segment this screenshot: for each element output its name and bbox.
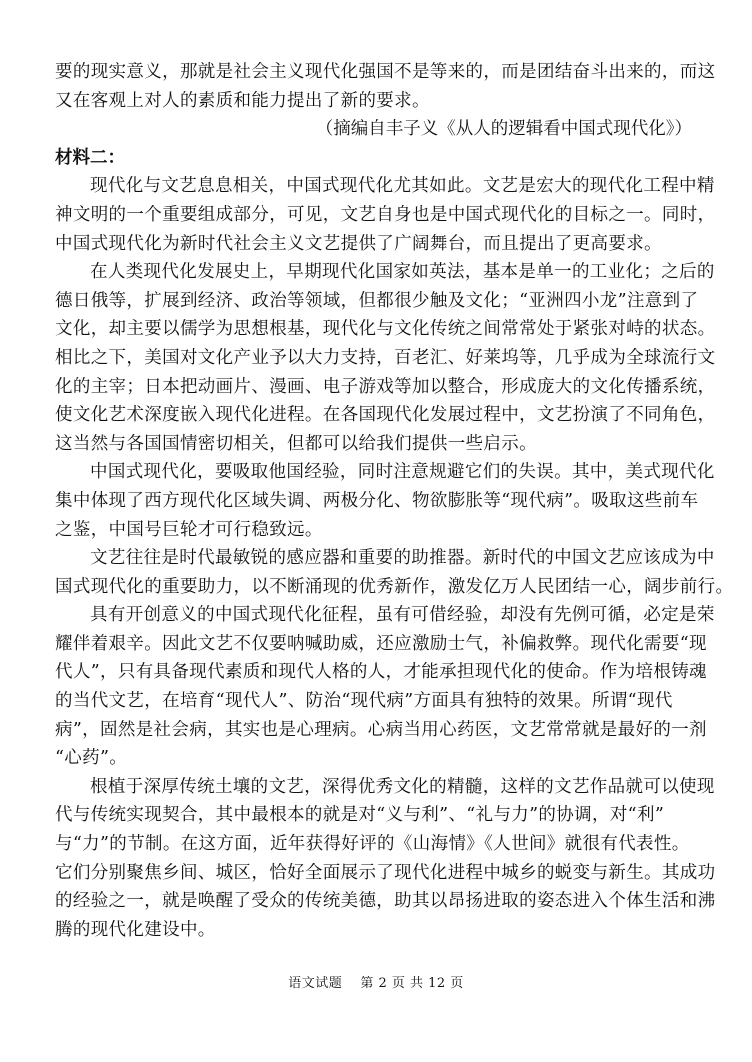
paragraph-line: 的经验之一，就是唤醒了受众的传统美德，助其以昂扬进取的姿态进入个体生活和沸 bbox=[55, 891, 716, 912]
paragraph bbox=[55, 458, 715, 544]
paragraph-line: 的当代文艺，在培育“现代人”、防治“现代病”方面具有独特的效果。所谓“现代 bbox=[55, 691, 673, 712]
paragraph-line: 病”，固然是社会病，其实也是心理病。心病当用心药医，文艺常常就是最好的一剂 bbox=[55, 719, 707, 740]
paragraph-line: 它们分别聚焦乡间、城区，恰好全面展示了现代化进程中城乡的蜕变与新生。其成功 bbox=[55, 862, 716, 883]
paragraph-line: 耀伴着艰辛。因此文艺不仅要呐喊助威，还应激励士气，补偏救弊。现代化需要“现 bbox=[55, 633, 707, 654]
paragraph-line: 相比之下，美国对文化产业予以大力支持，百老汇、好莱坞等，几乎成为全球流行文 bbox=[55, 347, 716, 368]
paragraph-line: 代人”，只有具备现代素质和现代人格的人，才能承担现代化的使命。作为培根铸魂 bbox=[55, 662, 707, 683]
paragraph-list bbox=[55, 172, 734, 944]
paragraph-line: 在人类现代化发展史上，早期现代化国家如英法，基本是单一的工业化；之后的 bbox=[90, 262, 715, 283]
paragraph-line: 这当然与各国国情密切相关，但都可以给我们提供一些启示。 bbox=[55, 433, 537, 454]
source-citation: （摘编自丰子义《从人的逻辑看中国式现代化》） bbox=[315, 119, 692, 140]
paragraph-line: 神文明的一个重要组成部分，可见，文艺自身也是中国式现代化的目标之一。同时， bbox=[55, 204, 716, 225]
paragraph-line: 中国式现代化，要吸取他国经验，同时注意规避它们的失误。其中，美式现代化 bbox=[90, 462, 715, 483]
paragraph-line: 国式现代化的重要助力，以不断涌现的优秀新作，激发亿万人民团结一心，阔步前行。 bbox=[55, 576, 734, 597]
paragraph-line: 代与传统实现契合，其中最根本的就是对“义与利”、“礼与力”的协调，对“利” bbox=[55, 805, 665, 826]
paragraph-line: 与“力”的节制。在这方面，近年获得好评的《山海情》《人世间》就很有代表性。 bbox=[55, 834, 690, 855]
paragraph bbox=[55, 258, 716, 458]
paragraph bbox=[55, 773, 716, 945]
paragraph bbox=[55, 172, 716, 258]
document-body bbox=[55, 58, 734, 944]
intro-line: 又在客观上对人的素质和能力提出了新的要求。 bbox=[55, 90, 430, 111]
paragraph-line: 文艺往往是时代最敏锐的感应器和重要的助推器。新时代的中国文艺应该成为中 bbox=[90, 548, 715, 569]
paragraph-line: 现代化与文艺息息相关，中国式现代化尤其如此。文艺是宏大的现代化工程中精 bbox=[90, 176, 715, 197]
paragraph bbox=[55, 544, 734, 601]
paragraph-line: 之鉴，中国号巨轮才可行稳致远。 bbox=[55, 519, 323, 540]
paragraph-line: “心药”。 bbox=[55, 748, 128, 769]
paragraph-line: 腾的现代化建设中。 bbox=[55, 919, 216, 940]
paragraph-line: 使文化艺术深度嵌入现代化进程。在各国现代化发展过程中，文艺扮演了不同角色， bbox=[55, 405, 716, 426]
paragraph-line: 德日俄等，扩展到经济、政治等领域，但都很少触及文化；“亚洲四小龙”注意到了 bbox=[55, 290, 699, 311]
paragraph-line: 文化，却主要以儒学为思想根基，现代化与文化传统之间常常处于紧张对峙的状态。 bbox=[55, 319, 716, 340]
section-heading: 材料二： bbox=[55, 147, 125, 168]
paragraph-line: 化的主宰；日本把动画片、漫画、电子游戏等加以整合，形成庞大的文化传播系统， bbox=[55, 376, 716, 397]
page-footer: 语文试题 第 2 页 共 12 页 bbox=[288, 976, 464, 991]
intro-line: 要的现实意义，那就是社会主义现代化强国不是等来的，而是团结奋斗出来的，而这 bbox=[55, 62, 716, 82]
paragraph-line: 中国式现代化为新时代社会主义文艺提供了广阔舞台，而且提出了更高要求。 bbox=[55, 233, 662, 254]
paragraph-line: 集中体现了西方现代化区域失调、两极分化、物欲膨胀等“现代病”。吸取这些前车 bbox=[55, 490, 699, 511]
paragraph bbox=[55, 601, 715, 773]
paragraph-line: 根植于深厚传统土壤的文艺，深得优秀文化的精髓，这样的文艺作品就可以使现 bbox=[90, 776, 715, 797]
paragraph-line: 具有开创意义的中国式现代化征程，虽有可借经验，却没有先例可循，必定是荣 bbox=[90, 605, 715, 626]
